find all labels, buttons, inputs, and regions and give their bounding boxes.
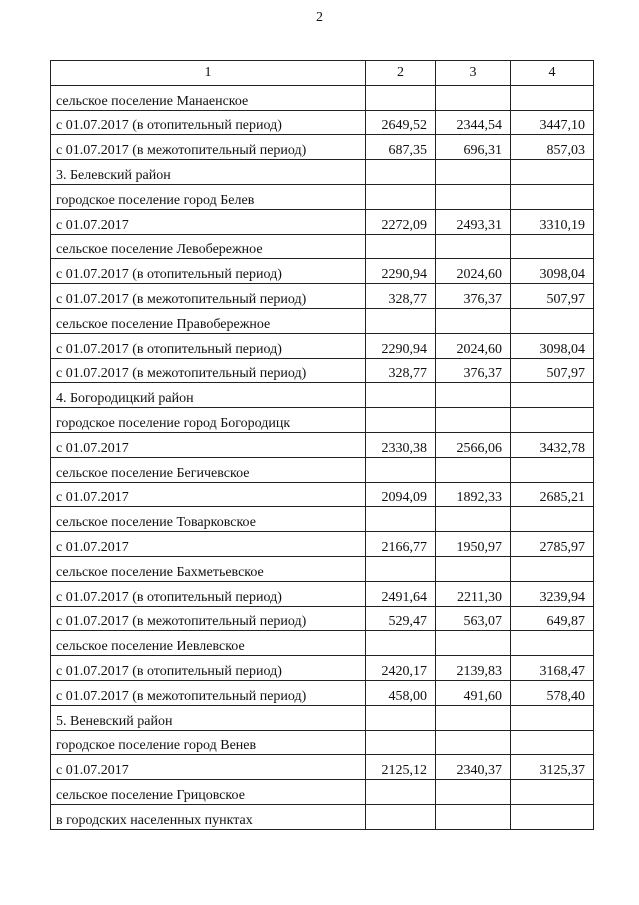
row-label: городское поселение город Богородицк [51, 408, 366, 433]
row-label: с 01.07.2017 (в межотопительный период) [51, 135, 366, 160]
value-col-2: 2491,64 [366, 581, 436, 606]
table-row [51, 606, 594, 631]
value-col-3: 491,60 [436, 680, 511, 705]
table-row [51, 556, 594, 581]
table-row [51, 383, 594, 408]
column-header-2: 2 [366, 61, 436, 86]
table-row [51, 482, 594, 507]
row-label: с 01.07.2017 (в отопительный период) [51, 259, 366, 284]
row-label: 5. Веневский район [51, 705, 366, 730]
value-col-2 [366, 383, 436, 408]
row-label: с 01.07.2017 (в отопительный период) [51, 333, 366, 358]
value-col-4 [511, 507, 594, 532]
value-col-4 [511, 308, 594, 333]
tariff-table [50, 60, 594, 830]
table-row [51, 209, 594, 234]
value-col-4: 3125,37 [511, 755, 594, 780]
value-col-3: 2493,31 [436, 209, 511, 234]
table-header [51, 61, 594, 86]
value-col-3 [436, 556, 511, 581]
value-col-3: 1950,97 [436, 532, 511, 557]
value-col-3 [436, 184, 511, 209]
value-col-4: 3168,47 [511, 656, 594, 681]
table-row [51, 184, 594, 209]
value-col-2: 687,35 [366, 135, 436, 160]
value-col-2 [366, 804, 436, 829]
value-col-3: 2139,83 [436, 656, 511, 681]
value-col-2: 2272,09 [366, 209, 436, 234]
value-col-4 [511, 804, 594, 829]
value-col-4: 578,40 [511, 680, 594, 705]
row-label: сельское поселение Бахметьевское [51, 556, 366, 581]
value-col-3: 376,37 [436, 358, 511, 383]
table-row [51, 284, 594, 309]
table-row [51, 135, 594, 160]
table-row [51, 308, 594, 333]
value-col-4 [511, 705, 594, 730]
value-col-2 [366, 408, 436, 433]
table-row [51, 804, 594, 829]
row-label: сельское поселение Левобережное [51, 234, 366, 259]
value-col-3 [436, 85, 511, 110]
value-col-2: 2094,09 [366, 482, 436, 507]
row-label: с 01.07.2017 (в отопительный период) [51, 110, 366, 135]
value-col-2 [366, 184, 436, 209]
page-number: 2 [316, 10, 323, 25]
row-label: сельское поселение Иевлевское [51, 631, 366, 656]
table-body [51, 85, 594, 829]
value-col-2 [366, 85, 436, 110]
row-label: с 01.07.2017 [51, 482, 366, 507]
value-col-3: 2566,06 [436, 432, 511, 457]
row-label: с 01.07.2017 (в отопительный период) [51, 581, 366, 606]
value-col-3: 2340,37 [436, 755, 511, 780]
table-row [51, 755, 594, 780]
value-col-2 [366, 631, 436, 656]
row-label: городское поселение город Венев [51, 730, 366, 755]
value-col-4 [511, 457, 594, 482]
value-col-3 [436, 705, 511, 730]
value-col-3 [436, 631, 511, 656]
row-label: с 01.07.2017 (в межотопительный период) [51, 680, 366, 705]
row-label: с 01.07.2017 [51, 755, 366, 780]
row-label: в городских населенных пунктах [51, 804, 366, 829]
value-col-3 [436, 234, 511, 259]
table-row [51, 259, 594, 284]
value-col-3 [436, 308, 511, 333]
table-row [51, 780, 594, 805]
row-label: с 01.07.2017 [51, 209, 366, 234]
value-col-2 [366, 160, 436, 185]
value-col-2 [366, 308, 436, 333]
value-col-3 [436, 383, 511, 408]
value-col-4: 3447,10 [511, 110, 594, 135]
value-col-3: 696,31 [436, 135, 511, 160]
table-row [51, 631, 594, 656]
row-label: сельское поселение Бегичевское [51, 457, 366, 482]
value-col-2: 2649,52 [366, 110, 436, 135]
row-label: с 01.07.2017 (в межотопительный период) [51, 284, 366, 309]
table-row [51, 705, 594, 730]
table-row [51, 432, 594, 457]
value-col-4 [511, 730, 594, 755]
row-label: сельское поселение Манаенское [51, 85, 366, 110]
row-label: городское поселение город Белев [51, 184, 366, 209]
row-label: сельское поселение Правобережное [51, 308, 366, 333]
value-col-3 [436, 804, 511, 829]
value-col-4 [511, 383, 594, 408]
value-col-4: 2685,21 [511, 482, 594, 507]
value-col-3: 2211,30 [436, 581, 511, 606]
value-col-4 [511, 408, 594, 433]
table-row [51, 532, 594, 557]
value-col-4: 507,97 [511, 358, 594, 383]
value-col-3 [436, 457, 511, 482]
value-col-3: 2024,60 [436, 333, 511, 358]
table-row [51, 730, 594, 755]
row-label: с 01.07.2017 [51, 532, 366, 557]
table-row [51, 160, 594, 185]
value-col-2 [366, 780, 436, 805]
value-col-2: 328,77 [366, 358, 436, 383]
table-row [51, 457, 594, 482]
value-col-2: 2166,77 [366, 532, 436, 557]
value-col-2 [366, 730, 436, 755]
header-row [51, 61, 594, 86]
value-col-4: 3098,04 [511, 333, 594, 358]
value-col-2: 2125,12 [366, 755, 436, 780]
value-col-2: 2290,94 [366, 259, 436, 284]
value-col-3 [436, 730, 511, 755]
value-col-3: 2024,60 [436, 259, 511, 284]
row-label: 4. Богородицкий район [51, 383, 366, 408]
value-col-3: 2344,54 [436, 110, 511, 135]
value-col-4: 3239,94 [511, 581, 594, 606]
value-col-4 [511, 160, 594, 185]
table-row [51, 234, 594, 259]
value-col-2 [366, 457, 436, 482]
table-row [51, 110, 594, 135]
row-label: с 01.07.2017 (в межотопительный период) [51, 358, 366, 383]
column-header-3: 3 [436, 61, 511, 86]
value-col-3: 376,37 [436, 284, 511, 309]
value-col-2: 458,00 [366, 680, 436, 705]
value-col-3: 563,07 [436, 606, 511, 631]
value-col-2: 328,77 [366, 284, 436, 309]
value-col-4: 857,03 [511, 135, 594, 160]
value-col-3 [436, 160, 511, 185]
value-col-4: 3098,04 [511, 259, 594, 284]
value-col-2: 2330,38 [366, 432, 436, 457]
table-row [51, 581, 594, 606]
value-col-4: 649,87 [511, 606, 594, 631]
value-col-4 [511, 631, 594, 656]
value-col-4 [511, 234, 594, 259]
table-row [51, 333, 594, 358]
row-label: 3. Белевский район [51, 160, 366, 185]
value-col-2 [366, 507, 436, 532]
value-col-2: 529,47 [366, 606, 436, 631]
table-row [51, 358, 594, 383]
table-row [51, 680, 594, 705]
value-col-3 [436, 507, 511, 532]
value-col-2: 2420,17 [366, 656, 436, 681]
value-col-4: 3432,78 [511, 432, 594, 457]
row-label: с 01.07.2017 (в межотопительный период) [51, 606, 366, 631]
row-label: сельское поселение Товарковское [51, 507, 366, 532]
row-label: сельское поселение Грицовское [51, 780, 366, 805]
value-col-2 [366, 234, 436, 259]
value-col-2 [366, 556, 436, 581]
column-header-4: 4 [511, 61, 594, 86]
row-label: с 01.07.2017 (в отопительный период) [51, 656, 366, 681]
value-col-3 [436, 780, 511, 805]
value-col-4: 507,97 [511, 284, 594, 309]
value-col-3: 1892,33 [436, 482, 511, 507]
value-col-4: 3310,19 [511, 209, 594, 234]
table-row [51, 507, 594, 532]
row-label: с 01.07.2017 [51, 432, 366, 457]
value-col-3 [436, 408, 511, 433]
table-row [51, 408, 594, 433]
column-header-1: 1 [51, 61, 366, 86]
value-col-4: 2785,97 [511, 532, 594, 557]
value-col-4 [511, 780, 594, 805]
value-col-2: 2290,94 [366, 333, 436, 358]
value-col-2 [366, 705, 436, 730]
table-row [51, 656, 594, 681]
value-col-4 [511, 184, 594, 209]
table-row [51, 85, 594, 110]
value-col-4 [511, 556, 594, 581]
value-col-4 [511, 85, 594, 110]
